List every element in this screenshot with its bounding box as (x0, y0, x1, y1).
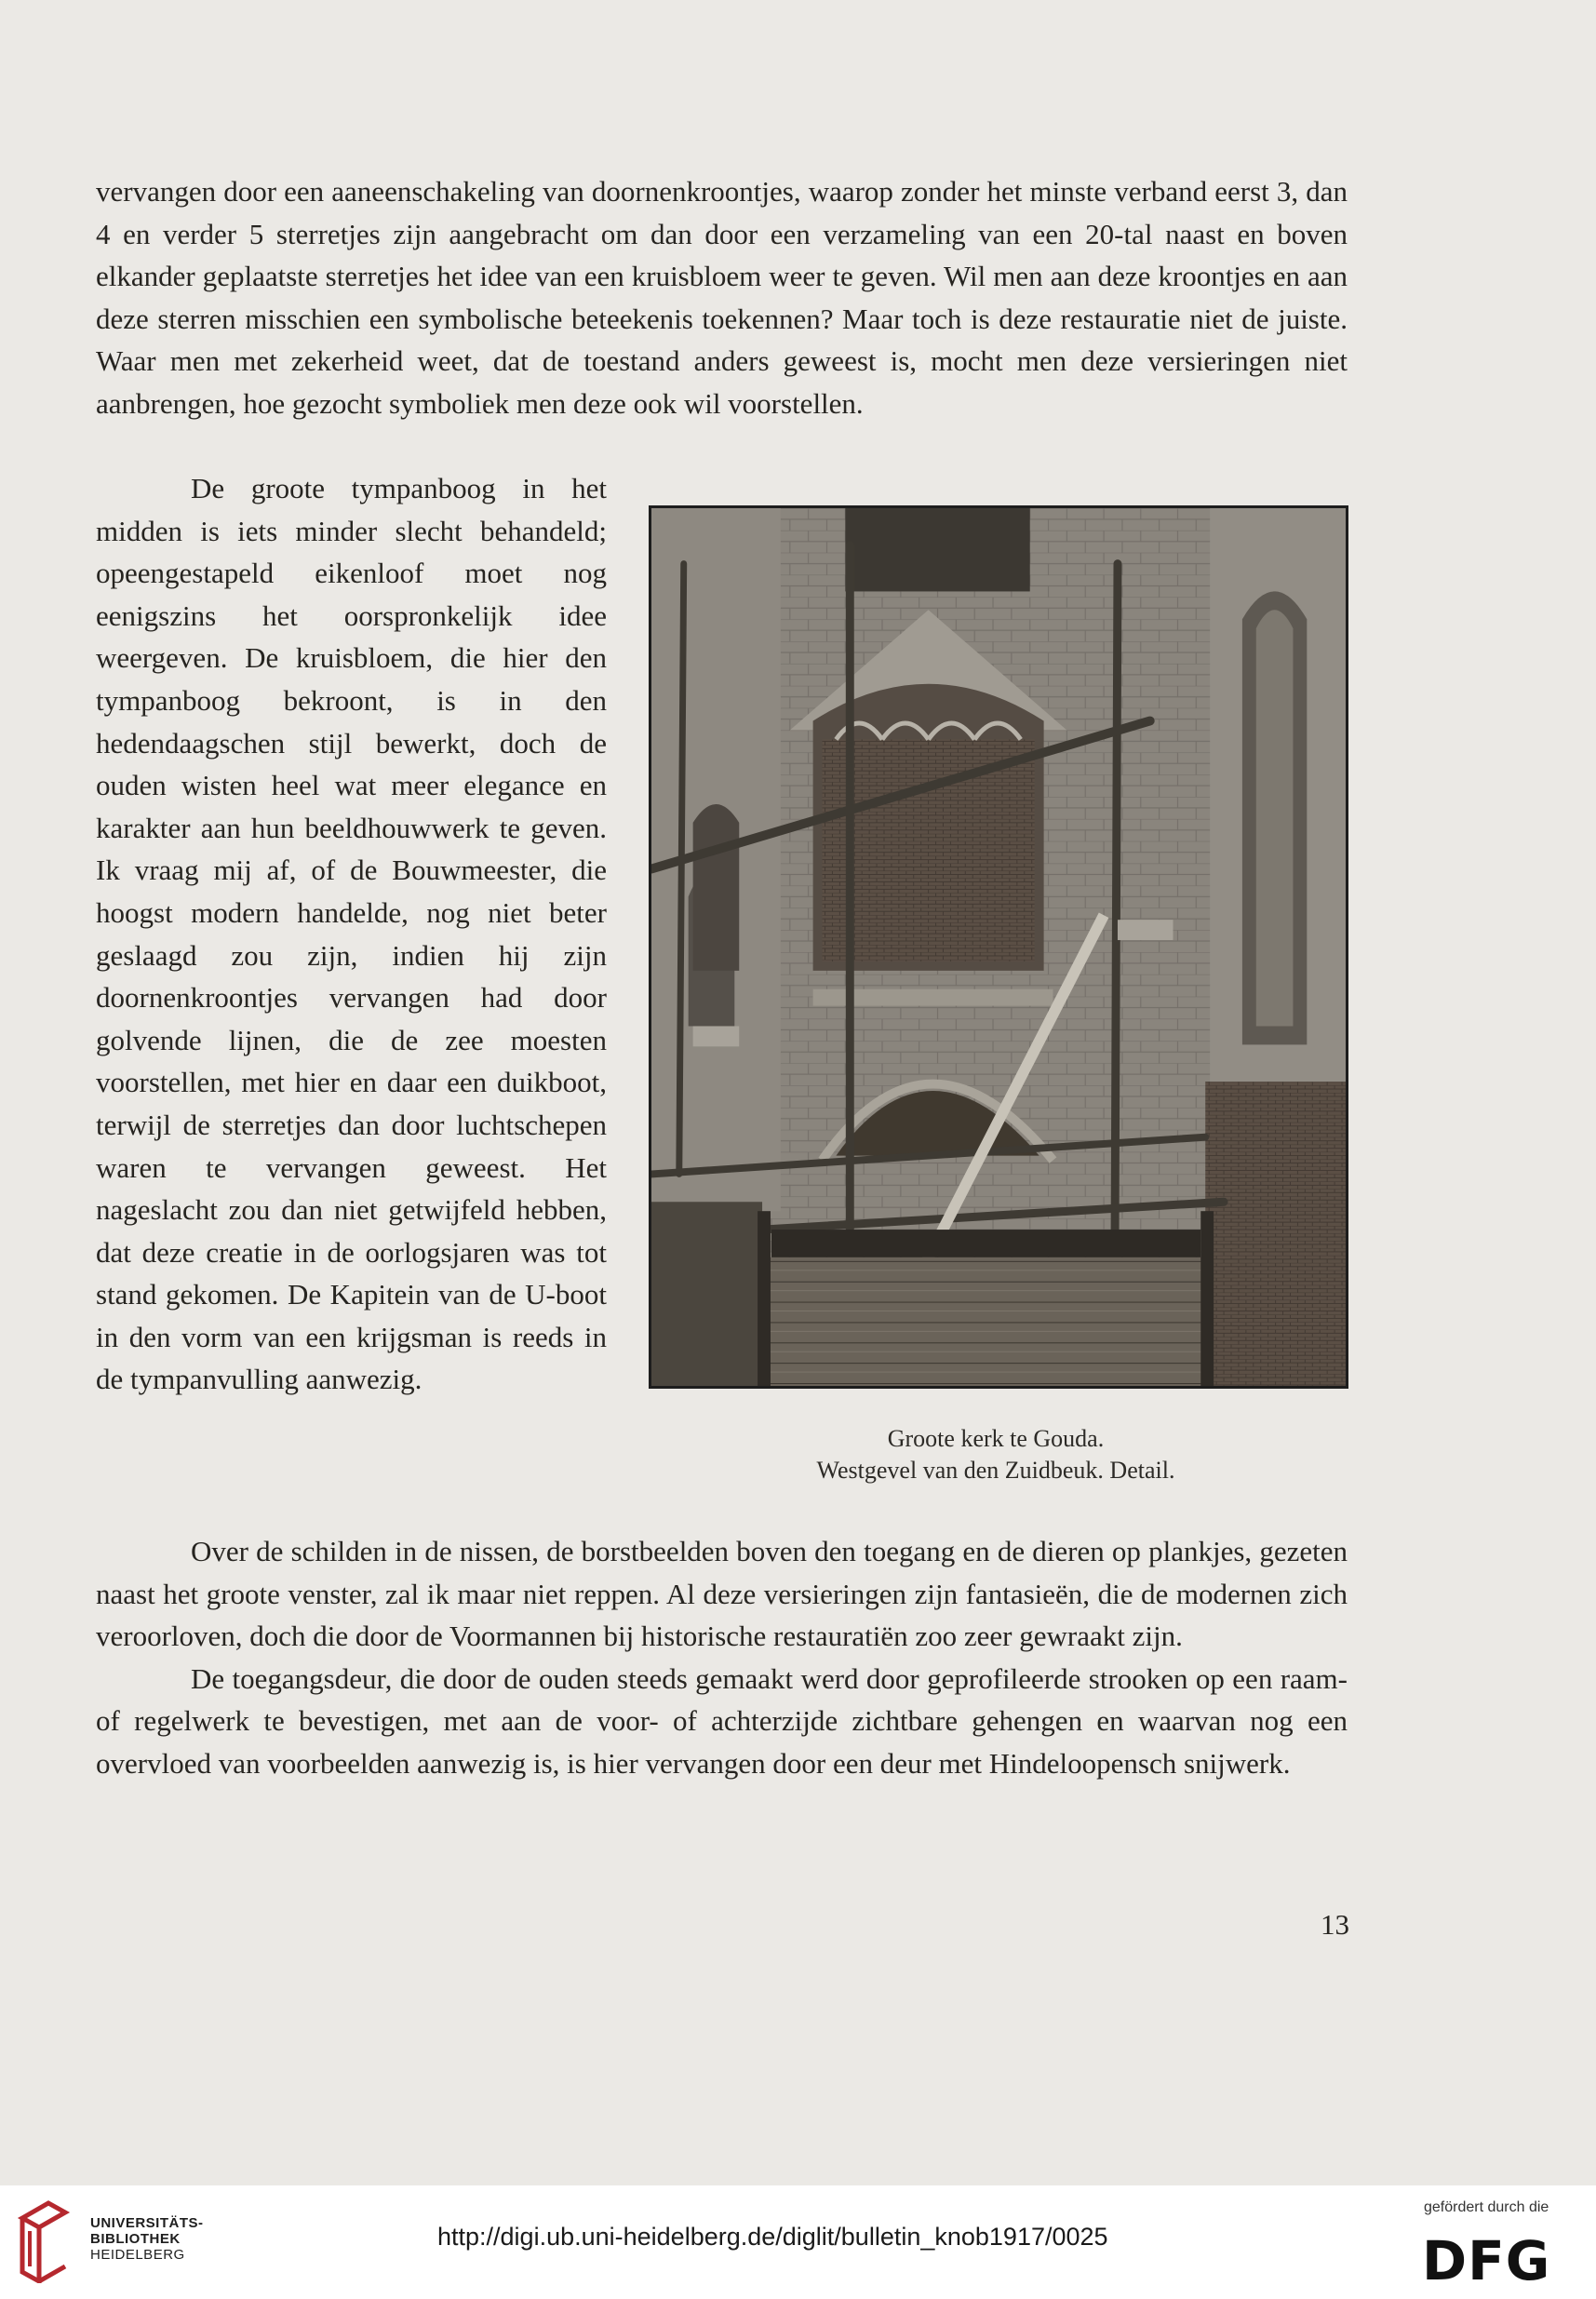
dfg-logo: DFG (1422, 2229, 1551, 2292)
funding-note: gefördert durch die (1424, 2199, 1549, 2215)
paragraph-left-column: De groote tympanboog in het midden is iets minder slecht behandeld; opeengestapeld eikenloof moet nog eenigszins het oorspronkelijk idee weergeven. De kruisbloem, die hier den tympanboog bekroont, is in den hedendaagschen stijl bewerkt, doch de ouden wisten heel wat meer elegance en karakter aan hun beeldhouwwerk te geven. Ik vraag mij af, of de Bouwmeester, die hoogst modern handelde, nog niet beter geslaagd zou zijn, indien hij zijn doornenkroontjes vervangen had door golvende lijnen, die de zee moesten voorstellen, met hier en daar een duikboot, terwijl de sterretjes dan door luchtschepen waren te vervangen geweest. Het nageslacht zou dan niet getwijfeld hebben, dat deze creatie in de oorlogsjaren was tot stand gekomen. De Kapitein van de U-boot in den vorm van een krijgsman is reeds in de tympanvulling aanwezig. (96, 472, 607, 1396)
library-name-line1: UNIVERSITÄTS- (90, 2215, 204, 2231)
library-name (90, 2215, 204, 2263)
church-photograph (649, 505, 1348, 1389)
figure-caption-title: Groote kerk te Gouda. (887, 1425, 1105, 1452)
paragraph-bottom-block (96, 1530, 1348, 1785)
paragraph-bottom-2: De toegangsdeur, die door de ouden steeds gemaakt werd door geprofileerde strooken op een raam- of regelwerk te bevestigen, met aan de voor- of achterzijde zichtbare gehengen en waarvan nog een overvloed van voorbeelden aanwezig is, is hier vervangen door een deur met Hindeloopensch snijwerk. (96, 1661, 1348, 1780)
figure-caption-detail: Westgevel van den Zuidbeuk. Detail. (816, 1457, 1175, 1484)
library-name-line2: BIBLIOTHEK (90, 2231, 181, 2247)
document-url-link[interactable]: http://digi.ub.uni-heidelberg.de/diglit/bulletin_knob1917/0025 (437, 2223, 1108, 2251)
page-number: 13 (1321, 1908, 1349, 1941)
paragraph-top: vervangen door een aaneenschakeling van doornenkroontjes, waarop zonder het minste verband eerst 3, dan 4 en verder 5 sterretjes zijn aangebracht om dan door een verzameling van een 20-tal naast en boven elkander geplaatste sterretjes het idee van een kruisbloem weer te geven. Wil men aan deze kroontjes en aan deze sterren misschien een symbolische beteekenis toekennen? Maar toch is deze restauratie niet de juiste. Waar men met zekerheid weet, dat de toestand anders geweest is, mocht men deze versieringen niet aanbrengen, hoe gezocht symboliek men deze ook wil voorstellen. (96, 175, 1348, 420)
paragraph-bottom-1: Over de schilden in de nissen, de borstbeelden boven den toegang en de dieren op plankjes, gezeten naast het groote venster, zal ik maar niet reppen. Al deze versieringen zijn fantasieën, die de modernen zich veroorloven, doch die door de Voormannen bij historische restauratiën zoo zeer gewraakt zijn. (96, 1535, 1348, 1653)
library-logo-icon (17, 2199, 76, 2283)
library-name-line3: HEIDELBERG (90, 2247, 185, 2263)
footer-bar (0, 2185, 1596, 2299)
